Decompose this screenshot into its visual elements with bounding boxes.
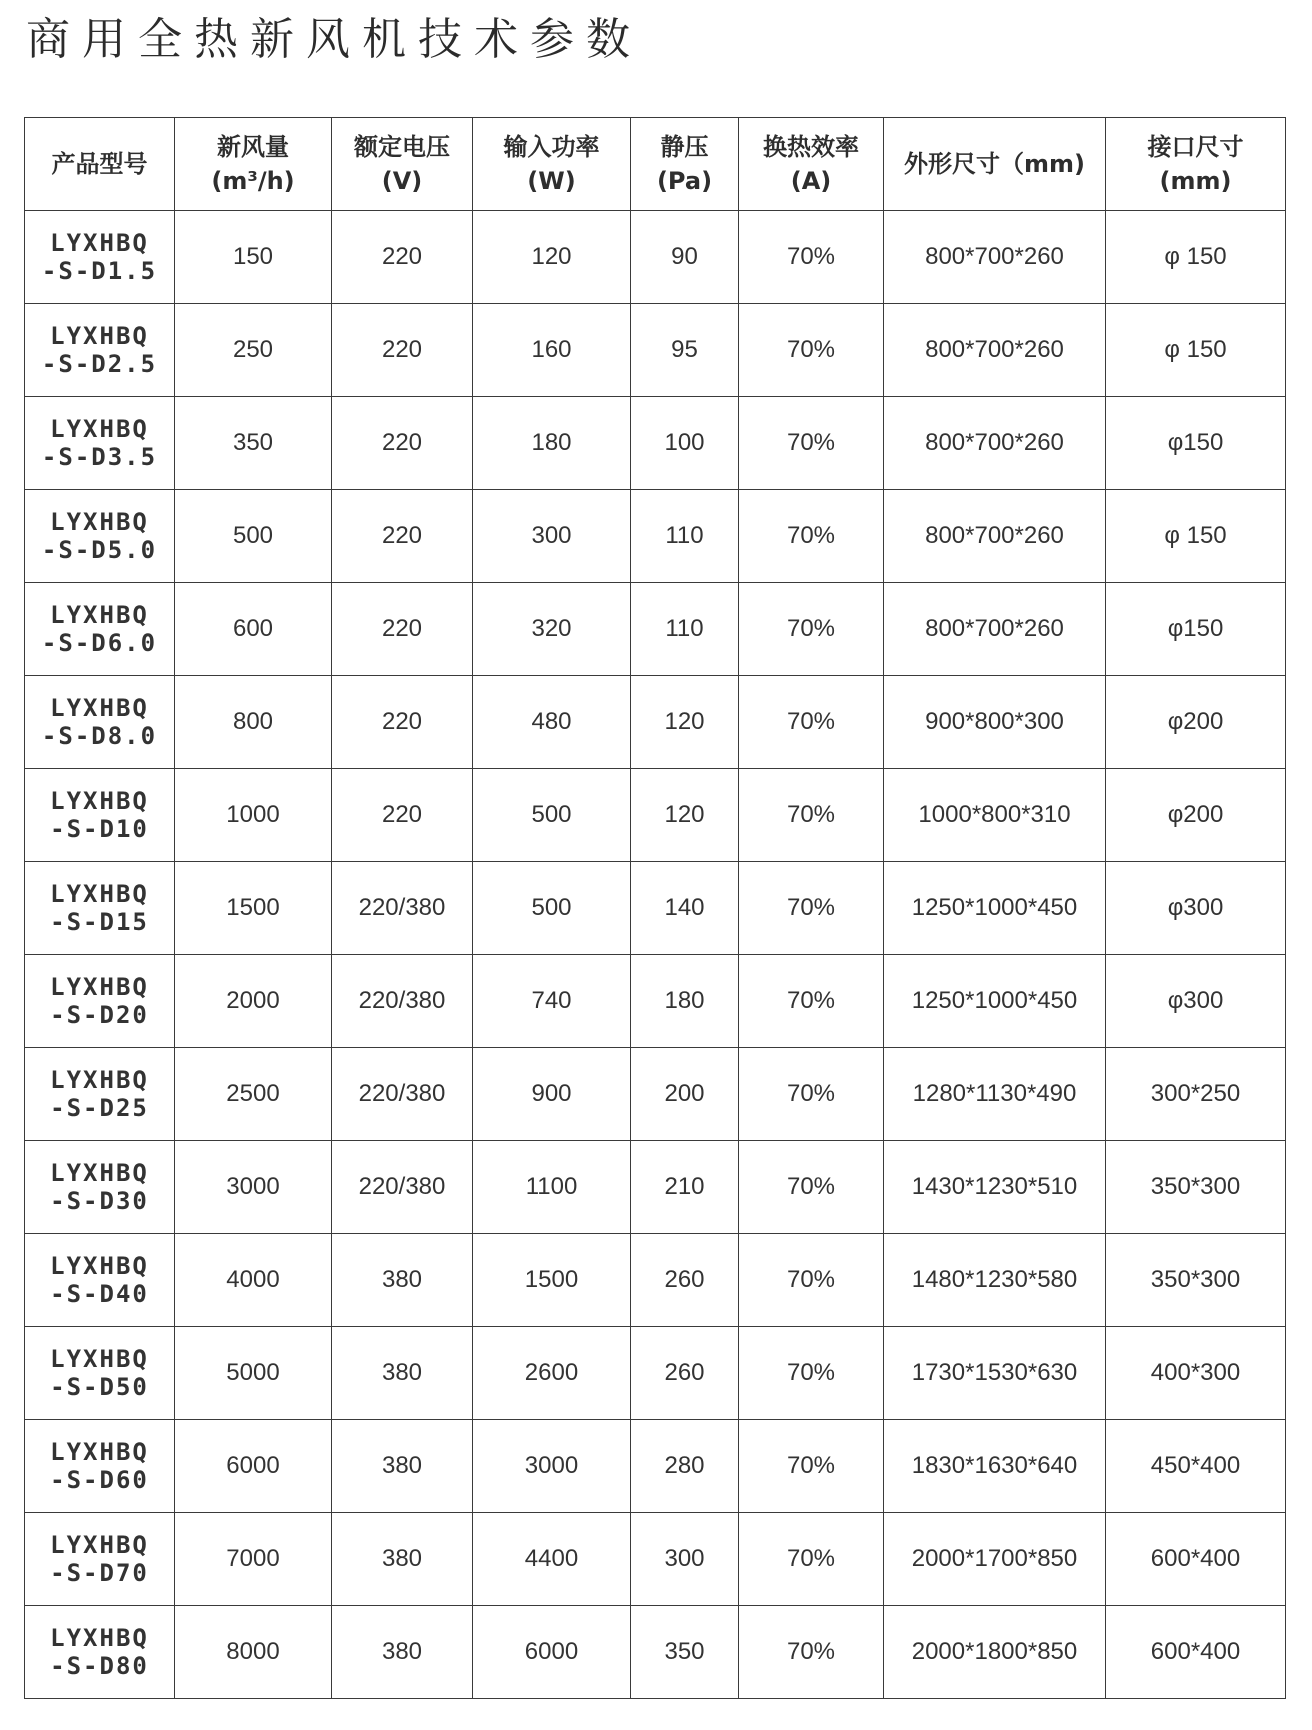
cell-model: LYXHBQ -S-D1.5: [25, 211, 175, 304]
cell-power: 2600: [473, 1327, 631, 1420]
cell-port: 350*300: [1106, 1141, 1286, 1234]
cell-power: 3000: [473, 1420, 631, 1513]
cell-model: LYXHBQ -S-D80: [25, 1606, 175, 1699]
cell-voltage: 220: [332, 397, 473, 490]
header-power: 输入功率 (W): [473, 118, 631, 211]
cell-model: LYXHBQ -S-D6.0: [25, 583, 175, 676]
cell-voltage: 380: [332, 1513, 473, 1606]
cell-airflow: 4000: [175, 1234, 332, 1327]
cell-power: 6000: [473, 1606, 631, 1699]
header-dimensions: 外形尺寸（mm): [884, 118, 1106, 211]
cell-dimensions: 1000*800*310: [884, 769, 1106, 862]
cell-voltage: 220: [332, 211, 473, 304]
cell-dimensions: 800*700*260: [884, 211, 1106, 304]
table-row: [25, 676, 1286, 769]
cell-pressure: 280: [631, 1420, 739, 1513]
cell-port: φ 150: [1106, 304, 1286, 397]
cell-voltage: 220: [332, 769, 473, 862]
cell-efficiency: 70%: [739, 1234, 884, 1327]
cell-airflow: 2000: [175, 955, 332, 1048]
cell-dimensions: 1830*1630*640: [884, 1420, 1106, 1513]
cell-port: φ 150: [1106, 211, 1286, 304]
cell-dimensions: 800*700*260: [884, 490, 1106, 583]
cell-pressure: 210: [631, 1141, 739, 1234]
header-efficiency: 换热效率 (A): [739, 118, 884, 211]
cell-port: φ300: [1106, 862, 1286, 955]
table-row: [25, 1513, 1286, 1606]
cell-voltage: 380: [332, 1420, 473, 1513]
cell-power: 900: [473, 1048, 631, 1141]
cell-efficiency: 70%: [739, 1606, 884, 1699]
cell-voltage: 220/380: [332, 1141, 473, 1234]
cell-efficiency: 70%: [739, 304, 884, 397]
cell-model: LYXHBQ -S-D2.5: [25, 304, 175, 397]
cell-model: LYXHBQ -S-D50: [25, 1327, 175, 1420]
table-row: [25, 304, 1286, 397]
cell-efficiency: 70%: [739, 1048, 884, 1141]
cell-pressure: 260: [631, 1327, 739, 1420]
cell-voltage: 220: [332, 583, 473, 676]
cell-voltage: 380: [332, 1234, 473, 1327]
cell-airflow: 8000: [175, 1606, 332, 1699]
cell-dimensions: 800*700*260: [884, 304, 1106, 397]
cell-voltage: 380: [332, 1327, 473, 1420]
spec-table: [24, 117, 1286, 1699]
cell-voltage: 220/380: [332, 955, 473, 1048]
cell-power: 740: [473, 955, 631, 1048]
cell-pressure: 260: [631, 1234, 739, 1327]
cell-power: 300: [473, 490, 631, 583]
cell-efficiency: 70%: [739, 1141, 884, 1234]
cell-efficiency: 70%: [739, 676, 884, 769]
cell-pressure: 120: [631, 676, 739, 769]
table-row: [25, 490, 1286, 583]
cell-port: φ150: [1106, 583, 1286, 676]
cell-efficiency: 70%: [739, 955, 884, 1048]
cell-voltage: 220: [332, 676, 473, 769]
cell-model: LYXHBQ -S-D25: [25, 1048, 175, 1141]
table-row: [25, 1234, 1286, 1327]
cell-power: 1100: [473, 1141, 631, 1234]
table-row: [25, 955, 1286, 1048]
cell-dimensions: 1280*1130*490: [884, 1048, 1106, 1141]
table-row: [25, 397, 1286, 490]
cell-airflow: 1000: [175, 769, 332, 862]
cell-efficiency: 70%: [739, 1513, 884, 1606]
cell-efficiency: 70%: [739, 1327, 884, 1420]
cell-pressure: 200: [631, 1048, 739, 1141]
cell-port: φ 150: [1106, 490, 1286, 583]
cell-dimensions: 800*700*260: [884, 397, 1106, 490]
cell-dimensions: 1250*1000*450: [884, 862, 1106, 955]
cell-power: 160: [473, 304, 631, 397]
cell-airflow: 600: [175, 583, 332, 676]
cell-efficiency: 70%: [739, 1420, 884, 1513]
cell-power: 320: [473, 583, 631, 676]
header-pressure: 静压 (Pa): [631, 118, 739, 211]
cell-model: LYXHBQ -S-D5.0: [25, 490, 175, 583]
table-row: [25, 769, 1286, 862]
table-row: [25, 1048, 1286, 1141]
cell-power: 500: [473, 862, 631, 955]
cell-efficiency: 70%: [739, 490, 884, 583]
cell-model: LYXHBQ -S-D60: [25, 1420, 175, 1513]
cell-port: 450*400: [1106, 1420, 1286, 1513]
cell-model: LYXHBQ -S-D15: [25, 862, 175, 955]
cell-model: LYXHBQ -S-D3.5: [25, 397, 175, 490]
cell-dimensions: 800*700*260: [884, 583, 1106, 676]
cell-efficiency: 70%: [739, 583, 884, 676]
cell-efficiency: 70%: [739, 211, 884, 304]
cell-power: 4400: [473, 1513, 631, 1606]
header-airflow: 新风量 (m³/h): [175, 118, 332, 211]
cell-dimensions: 2000*1700*850: [884, 1513, 1106, 1606]
cell-model: LYXHBQ -S-D40: [25, 1234, 175, 1327]
cell-pressure: 350: [631, 1606, 739, 1699]
page-title: 商用全热新风机技术参数: [26, 14, 642, 65]
header-row: [25, 118, 1286, 211]
cell-port: 350*300: [1106, 1234, 1286, 1327]
cell-voltage: 220: [332, 304, 473, 397]
cell-model: LYXHBQ -S-D30: [25, 1141, 175, 1234]
table-row: [25, 1420, 1286, 1513]
cell-pressure: 90: [631, 211, 739, 304]
cell-port: 400*300: [1106, 1327, 1286, 1420]
cell-pressure: 100: [631, 397, 739, 490]
cell-pressure: 120: [631, 769, 739, 862]
cell-power: 180: [473, 397, 631, 490]
table-row: [25, 1327, 1286, 1420]
cell-airflow: 7000: [175, 1513, 332, 1606]
cell-voltage: 220/380: [332, 862, 473, 955]
cell-airflow: 250: [175, 304, 332, 397]
cell-model: LYXHBQ -S-D20: [25, 955, 175, 1048]
cell-pressure: 300: [631, 1513, 739, 1606]
cell-airflow: 1500: [175, 862, 332, 955]
cell-port: φ150: [1106, 397, 1286, 490]
cell-dimensions: 1480*1230*580: [884, 1234, 1106, 1327]
cell-model: LYXHBQ -S-D10: [25, 769, 175, 862]
cell-dimensions: 1430*1230*510: [884, 1141, 1106, 1234]
cell-pressure: 110: [631, 583, 739, 676]
cell-airflow: 5000: [175, 1327, 332, 1420]
cell-airflow: 500: [175, 490, 332, 583]
cell-port: 600*400: [1106, 1513, 1286, 1606]
cell-efficiency: 70%: [739, 397, 884, 490]
cell-model: LYXHBQ -S-D70: [25, 1513, 175, 1606]
cell-model: LYXHBQ -S-D8.0: [25, 676, 175, 769]
cell-airflow: 3000: [175, 1141, 332, 1234]
cell-port: 300*250: [1106, 1048, 1286, 1141]
cell-airflow: 150: [175, 211, 332, 304]
cell-pressure: 110: [631, 490, 739, 583]
cell-voltage: 220/380: [332, 1048, 473, 1141]
table-row: [25, 862, 1286, 955]
cell-voltage: 220: [332, 490, 473, 583]
header-model: 产品型号: [25, 118, 175, 211]
cell-airflow: 350: [175, 397, 332, 490]
cell-pressure: 95: [631, 304, 739, 397]
cell-efficiency: 70%: [739, 769, 884, 862]
table-row: [25, 1606, 1286, 1699]
cell-power: 480: [473, 676, 631, 769]
table-row: [25, 211, 1286, 304]
cell-voltage: 380: [332, 1606, 473, 1699]
cell-power: 120: [473, 211, 631, 304]
header-voltage: 额定电压 (V): [332, 118, 473, 211]
cell-dimensions: 2000*1800*850: [884, 1606, 1106, 1699]
cell-power: 1500: [473, 1234, 631, 1327]
cell-efficiency: 70%: [739, 862, 884, 955]
cell-pressure: 180: [631, 955, 739, 1048]
cell-airflow: 2500: [175, 1048, 332, 1141]
cell-power: 500: [473, 769, 631, 862]
cell-port: 600*400: [1106, 1606, 1286, 1699]
cell-airflow: 800: [175, 676, 332, 769]
cell-pressure: 140: [631, 862, 739, 955]
table-row: [25, 1141, 1286, 1234]
cell-port: φ200: [1106, 769, 1286, 862]
cell-port: φ300: [1106, 955, 1286, 1048]
cell-port: φ200: [1106, 676, 1286, 769]
cell-dimensions: 1730*1530*630: [884, 1327, 1106, 1420]
cell-dimensions: 1250*1000*450: [884, 955, 1106, 1048]
header-port: 接口尺寸 (mm): [1106, 118, 1286, 211]
table-row: [25, 583, 1286, 676]
cell-airflow: 6000: [175, 1420, 332, 1513]
cell-dimensions: 900*800*300: [884, 676, 1106, 769]
